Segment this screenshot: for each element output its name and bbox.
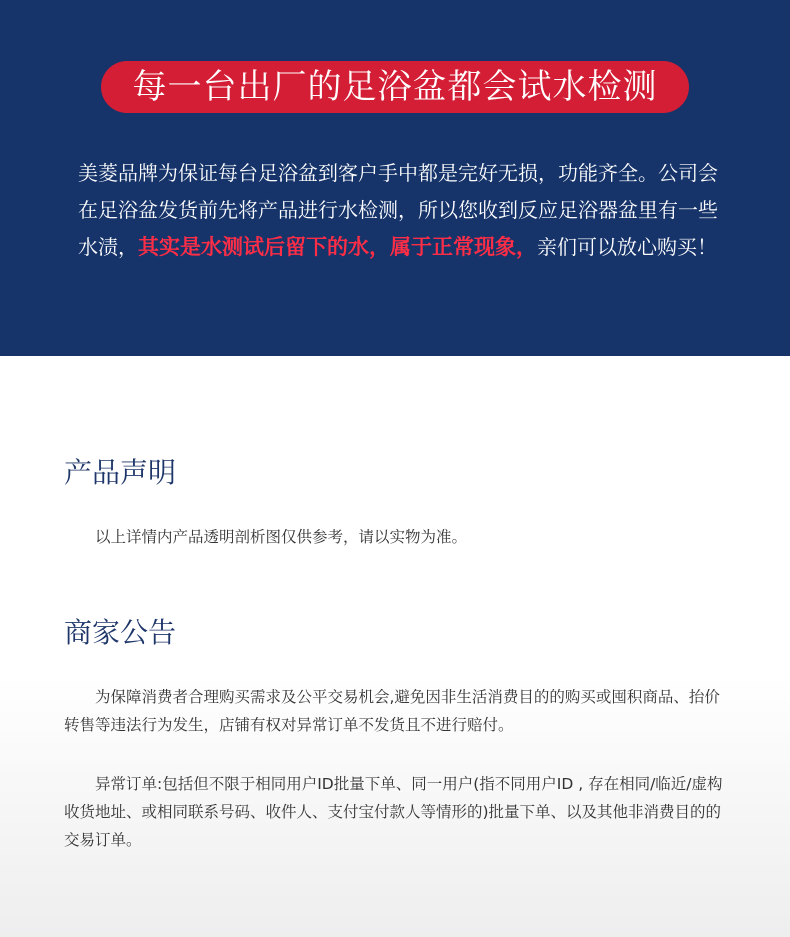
intro-text-highlight: 其实是水测试后留下的水，属于正常现象， (138, 235, 537, 259)
merchant-notice-paragraph-1: 为保障消费者合理购买需求及公平交易机会,避免因非生活消费目的的购买或囤积商品、抬价转售等违法行为发生，店铺有权对异常订单不发货且不进行赔付。 (64, 688, 720, 734)
intro-text-ending: 亲们可以放心购买！ (537, 235, 717, 259)
merchant-notice-title: 商家公告 (64, 616, 177, 649)
intro-text-normal: 美菱品牌为保证每台足浴盆到客户手中都是完好无损，功能齐全。公司会在足浴盆发货前先将产品进行水检测，所以您收到反应足浴器盆里有一些水渍， (78, 161, 718, 259)
statement-section (0, 356, 790, 937)
merchant-notice-paragraph-2: 异常订单:包括但不限于相同用户ID批量下单、同一用户(指不同用户ID , 存在相同/临近/虚构收货地址、或相同联系号码、收件人、支付宝付款人等情形的)批量下单、以及其他非消费目的的交易订单。 (64, 775, 723, 849)
product-statement-text: 以上详情内产品透明剖析图仅供参考，请以实物为准。 (95, 528, 468, 546)
banner-intro-text (78, 155, 728, 266)
product-statement-title: 产品声明 (64, 456, 177, 489)
banner-title: 每一台出厂的足浴盆都会试水检测 (101, 61, 689, 113)
top-banner-section (0, 0, 790, 356)
